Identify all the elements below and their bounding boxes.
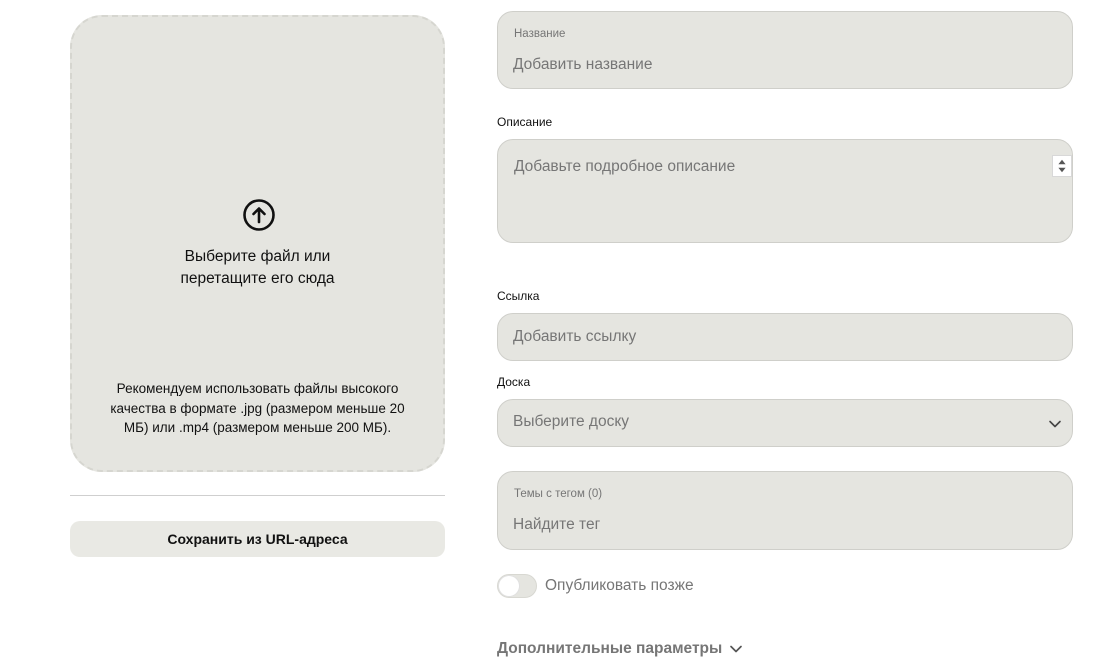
upload-hint: Рекомендуем использовать файлы высокого качества в формате .jpg (размером меньше 20 МБ) или .mp4 (размером меньше 200 МБ).: [110, 381, 405, 435]
publish-later-toggle[interactable]: [497, 574, 537, 598]
link-input[interactable]: [513, 326, 1056, 348]
upload-line-2: перетащите его сюда: [180, 270, 335, 287]
title-label: Название: [514, 28, 566, 40]
resize-spinner-icon[interactable]: [1052, 155, 1072, 177]
publish-later-label: Опубликовать позже: [545, 577, 694, 594]
description-label: Описание: [497, 115, 553, 129]
tags-label: Темы с тегом (0): [514, 488, 603, 500]
upload-dropzone[interactable]: [70, 15, 445, 472]
upload-line-1: Выберите файл или: [184, 248, 331, 265]
chevron-down-icon: [1048, 417, 1062, 431]
board-select[interactable]: [497, 399, 1073, 447]
arrow-up-circle-icon: [242, 198, 276, 232]
save-from-url-button[interactable]: Сохранить из URL-адреса: [70, 521, 445, 557]
divider: [70, 495, 445, 496]
title-field[interactable]: [497, 11, 1073, 89]
more-options-toggle[interactable]: [497, 638, 743, 660]
board-label: Доска: [497, 375, 531, 389]
tags-search-input[interactable]: [513, 514, 1056, 536]
description-input[interactable]: [514, 158, 1042, 232]
publish-later-row[interactable]: [497, 574, 694, 598]
link-label: Ссылка: [497, 289, 540, 303]
description-field[interactable]: [497, 139, 1073, 243]
chevron-down-icon: [729, 642, 743, 656]
tags-field[interactable]: [497, 471, 1073, 550]
board-select-value: Выберите доску: [513, 413, 630, 430]
more-options-label: Дополнительные параметры: [497, 640, 723, 657]
title-input[interactable]: [513, 54, 1056, 76]
link-field[interactable]: [497, 313, 1073, 361]
upload-instructions: [72, 246, 443, 290]
toggle-knob: [499, 576, 519, 596]
